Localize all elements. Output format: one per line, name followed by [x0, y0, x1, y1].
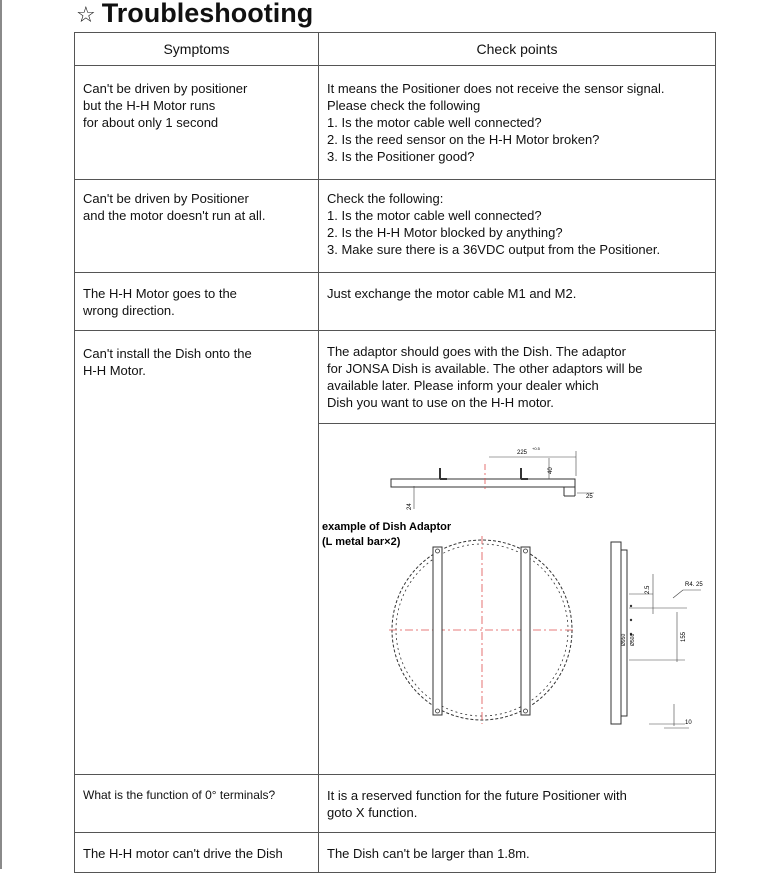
dim-label: Ø950	[621, 633, 627, 646]
dim-label: 24	[407, 503, 413, 510]
symptom-cell	[75, 775, 319, 833]
check-line: The adaptor should goes with the Dish. The adaptor	[327, 344, 626, 359]
symptom-cell	[75, 273, 319, 331]
check-line: Dish you want to use on the H-H motor.	[327, 395, 554, 410]
symptom-line: The H-H Motor goes to the	[83, 286, 237, 301]
table-row	[75, 180, 716, 273]
page-title-text: Troubleshooting	[101, 0, 314, 28]
symptom-cell	[75, 66, 319, 180]
check-cell	[319, 331, 716, 424]
dim-label: Ø508	[630, 633, 636, 646]
table-row	[75, 331, 716, 424]
check-line: Please check the following	[327, 98, 481, 113]
check-line: 2. Is the reed sensor on the H-H Motor broken?	[327, 132, 600, 147]
star-outline-icon: ☆	[76, 3, 96, 28]
check-line: Just exchange the motor cable M1 and M2.	[327, 286, 577, 301]
header-check-points: Check points	[319, 33, 716, 66]
dim-label: 40	[548, 467, 554, 474]
check-line: goto X function.	[327, 805, 418, 820]
symptom-line: What is the function of 0° terminals?	[83, 788, 276, 802]
table-header-row	[75, 33, 716, 66]
check-cell	[319, 833, 716, 873]
check-cell	[319, 180, 716, 273]
symptom-line: Can't be driven by Positioner	[83, 191, 249, 206]
dish-adaptor-drawing	[319, 424, 716, 770]
symptom-line: wrong direction.	[83, 303, 175, 318]
table-row	[75, 66, 716, 180]
symptom-line: The H-H motor can't drive the Dish	[83, 846, 283, 861]
troubleshooting-table	[74, 32, 716, 873]
check-cell	[319, 66, 716, 180]
header-symptoms: Symptoms	[75, 33, 319, 66]
check-line: It means the Positioner does not receive the sensor signal.	[327, 81, 665, 96]
symptom-line: for about only 1 second	[83, 115, 219, 130]
page-left-border	[0, 0, 2, 869]
dim-label: R4. 25	[685, 582, 703, 588]
dim-label: 25	[586, 494, 593, 500]
check-line: Check the following:	[327, 191, 444, 206]
symptom-cell	[75, 180, 319, 273]
dim-label: 10	[685, 720, 692, 726]
check-line: 2. Is the H-H Motor blocked by anything?	[327, 225, 563, 240]
check-line: for JONSA Dish is available. The other adaptors will be	[327, 361, 643, 376]
table-row	[75, 775, 716, 833]
check-line: available later. Please inform your dealer which	[327, 378, 599, 393]
dim-label: 2.5	[645, 585, 651, 594]
adaptor-figure-cell	[319, 424, 716, 775]
dim-label: 225	[517, 450, 528, 456]
check-cell	[319, 273, 716, 331]
table-row	[75, 273, 716, 331]
symptom-cell	[75, 331, 319, 775]
dim-label: 155	[681, 631, 687, 642]
check-line: The Dish can't be larger than 1.8m.	[327, 846, 530, 861]
check-line: 1. Is the motor cable well connected?	[327, 208, 542, 223]
figure-caption: example of Dish Adaptor	[322, 521, 452, 533]
page-title	[76, 0, 313, 29]
table-row	[75, 833, 716, 873]
figure-caption: (L metal bar×2)	[322, 536, 401, 548]
check-cell	[319, 775, 716, 833]
symptom-line: and the motor doesn't run at all.	[83, 208, 266, 223]
check-line: 1. Is the motor cable well connected?	[327, 115, 542, 130]
symptom-line: H-H Motor.	[83, 363, 146, 378]
check-line: It is a reserved function for the future Positioner with	[327, 788, 627, 803]
symptom-cell	[75, 833, 319, 873]
check-line: 3. Make sure there is a 36VDC output from the Positioner.	[327, 242, 661, 257]
dim-label: +0.5	[532, 446, 540, 451]
symptom-line: Can't be driven by positioner	[83, 81, 248, 96]
check-line: 3. Is the Positioner good?	[327, 149, 475, 164]
symptom-line: but the H-H Motor runs	[83, 98, 216, 113]
symptom-line: Can't install the Dish onto the	[83, 346, 252, 361]
